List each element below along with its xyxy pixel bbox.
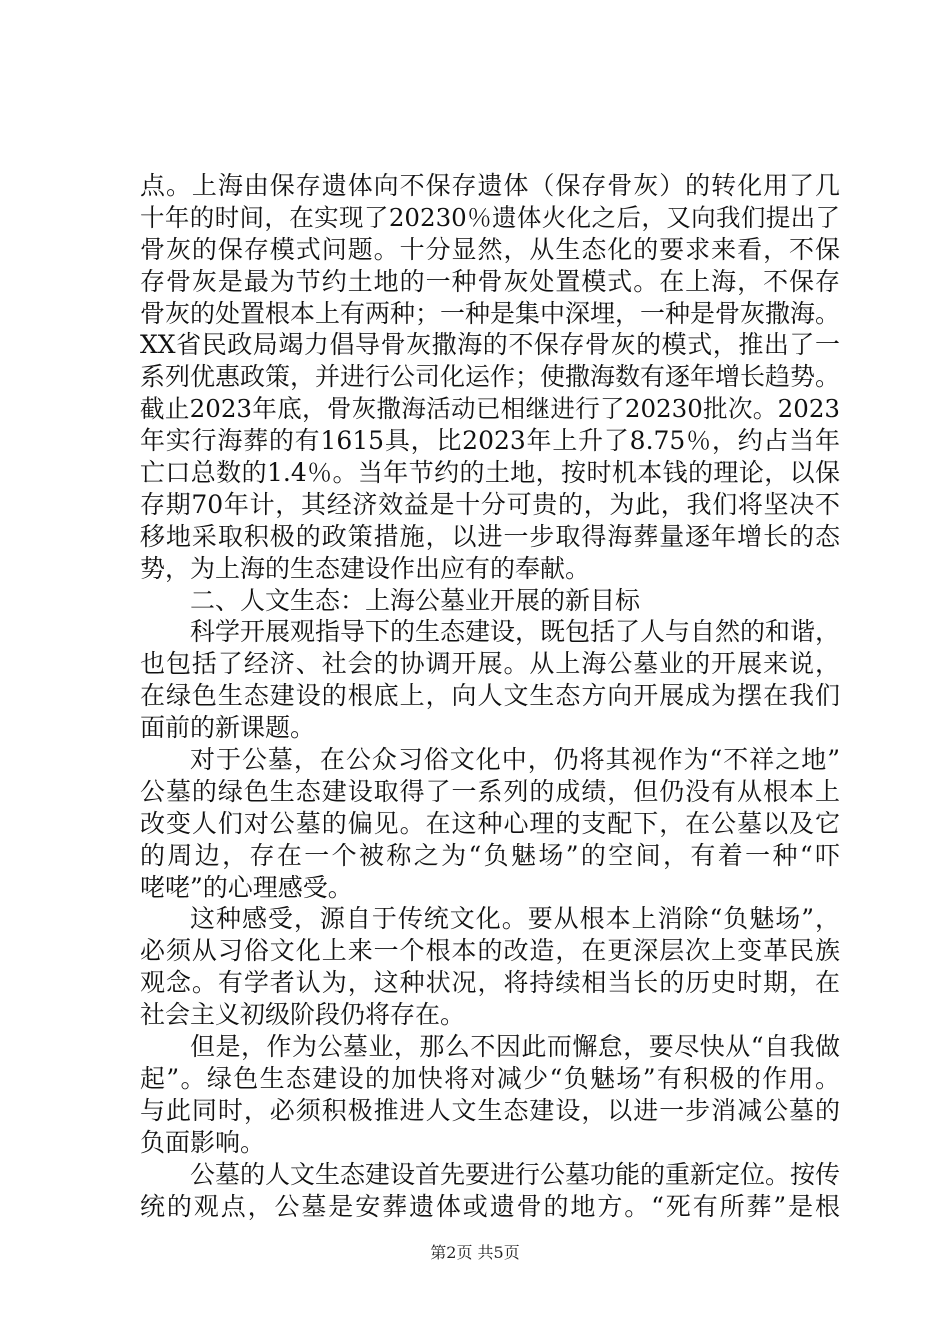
text-line: 亡口总数的1.4％。当年节约的土地，按时机本钱的理论，以保: [140, 458, 840, 488]
text-line: 这种感受，源自于传统文化。要从根本上消除“负魅场”，: [190, 904, 840, 934]
text-line: 必须从习俗文化上来一个根本的改造，在更深层次上变革民族: [140, 936, 840, 966]
text-line: 公墓的绿色生态建设取得了一系列的成绩，但仍没有从根本上: [140, 776, 840, 806]
text-line: 截止2023年底，骨灰撒海活动已相继进行了20230批次。2023: [140, 394, 840, 424]
text-line: 咾咾”的心理感受。: [140, 872, 353, 902]
text-line: 移地采取积极的政策措施，以进一步取得海葬量逐年增长的态: [140, 521, 840, 551]
text-line: 也包括了经济、社会的协调开展。从上海公墓业的开展来说，: [140, 649, 840, 679]
text-line: 在绿色生态建设的根底上，向人文生态方向开展成为摆在我们: [140, 681, 840, 711]
text-line: 公墓的人文生态建设首先要进行公墓功能的重新定位。按传: [190, 1159, 841, 1189]
text-line: 的周边，存在一个被称之为“负魅场”的空间，有着一种“吓: [140, 840, 840, 870]
text-line: 存期70年计，其经济效益是十分可贵的，为此，我们将坚决不: [140, 489, 840, 519]
text-line: 观念。有学者认为，这种状况，将持续相当长的历史时期，在: [140, 968, 840, 998]
text-line: 系列优惠政策，并进行公司化运作；使撒海数有逐年增长趋势。: [140, 362, 841, 392]
text-line: 骨灰的保存模式问题。十分显然，从生态化的要求来看，不保: [140, 234, 840, 264]
page-footer: 第2页 共5页: [430, 1243, 520, 1262]
text-line: 对于公墓，在公众习俗文化中，仍将其视作为“不祥之地”: [190, 745, 840, 775]
text-line: 存骨灰是最为节约土地的一种骨灰处置模式。在上海，不保存: [140, 266, 840, 296]
text-line: 年实行海葬的有1615具，比2023年上升了8.75％，约占当年: [140, 426, 840, 456]
text-line: 改变人们对公墓的偏见。在这种心理的支配下，在公墓以及它: [140, 808, 840, 838]
text-line: XX省民政局竭力倡导骨灰撒海的不保存骨灰的模式，推出了一: [140, 330, 840, 360]
text-line: 与此同时，必须积极推进人文生态建设，以进一步消减公墓的: [140, 1095, 840, 1125]
text-line: 十年的时间，在实现了20230％遗体火化之后，又向我们提出了: [140, 202, 840, 232]
text-line: 点。上海由保存遗体向不保存遗体（保存骨灰）的转化用了几: [140, 171, 840, 200]
text-line: 科学开展观指导下的生态建设，既包括了人与自然的和谐，: [190, 617, 841, 647]
text-line: 面前的新课题。: [140, 713, 316, 743]
document-body: [140, 170, 840, 1222]
text-line: 骨灰的处置根本上有两种；一种是集中深埋，一种是骨灰撒海。: [140, 298, 841, 328]
text-line: 起”。绿色生态建设的加快将对减少“负魅场”有积极的作用。: [140, 1063, 840, 1093]
text-line: 负面影响。: [140, 1127, 266, 1157]
text-line: 但是，作为公墓业，那么不因此而懈怠，要尽快从“自我做: [190, 1032, 840, 1062]
text-line: 势，为上海的生态建设作出应有的奉献。: [140, 553, 591, 583]
text-line: 社会主义初级阶段仍将存在。: [140, 1000, 466, 1030]
text-line: 二、人文生态：上海公墓业开展的新目标: [190, 585, 641, 615]
text-line: 统的观点，公墓是安葬遗体或遗骨的地方。“死有所葬”是根: [140, 1191, 840, 1221]
